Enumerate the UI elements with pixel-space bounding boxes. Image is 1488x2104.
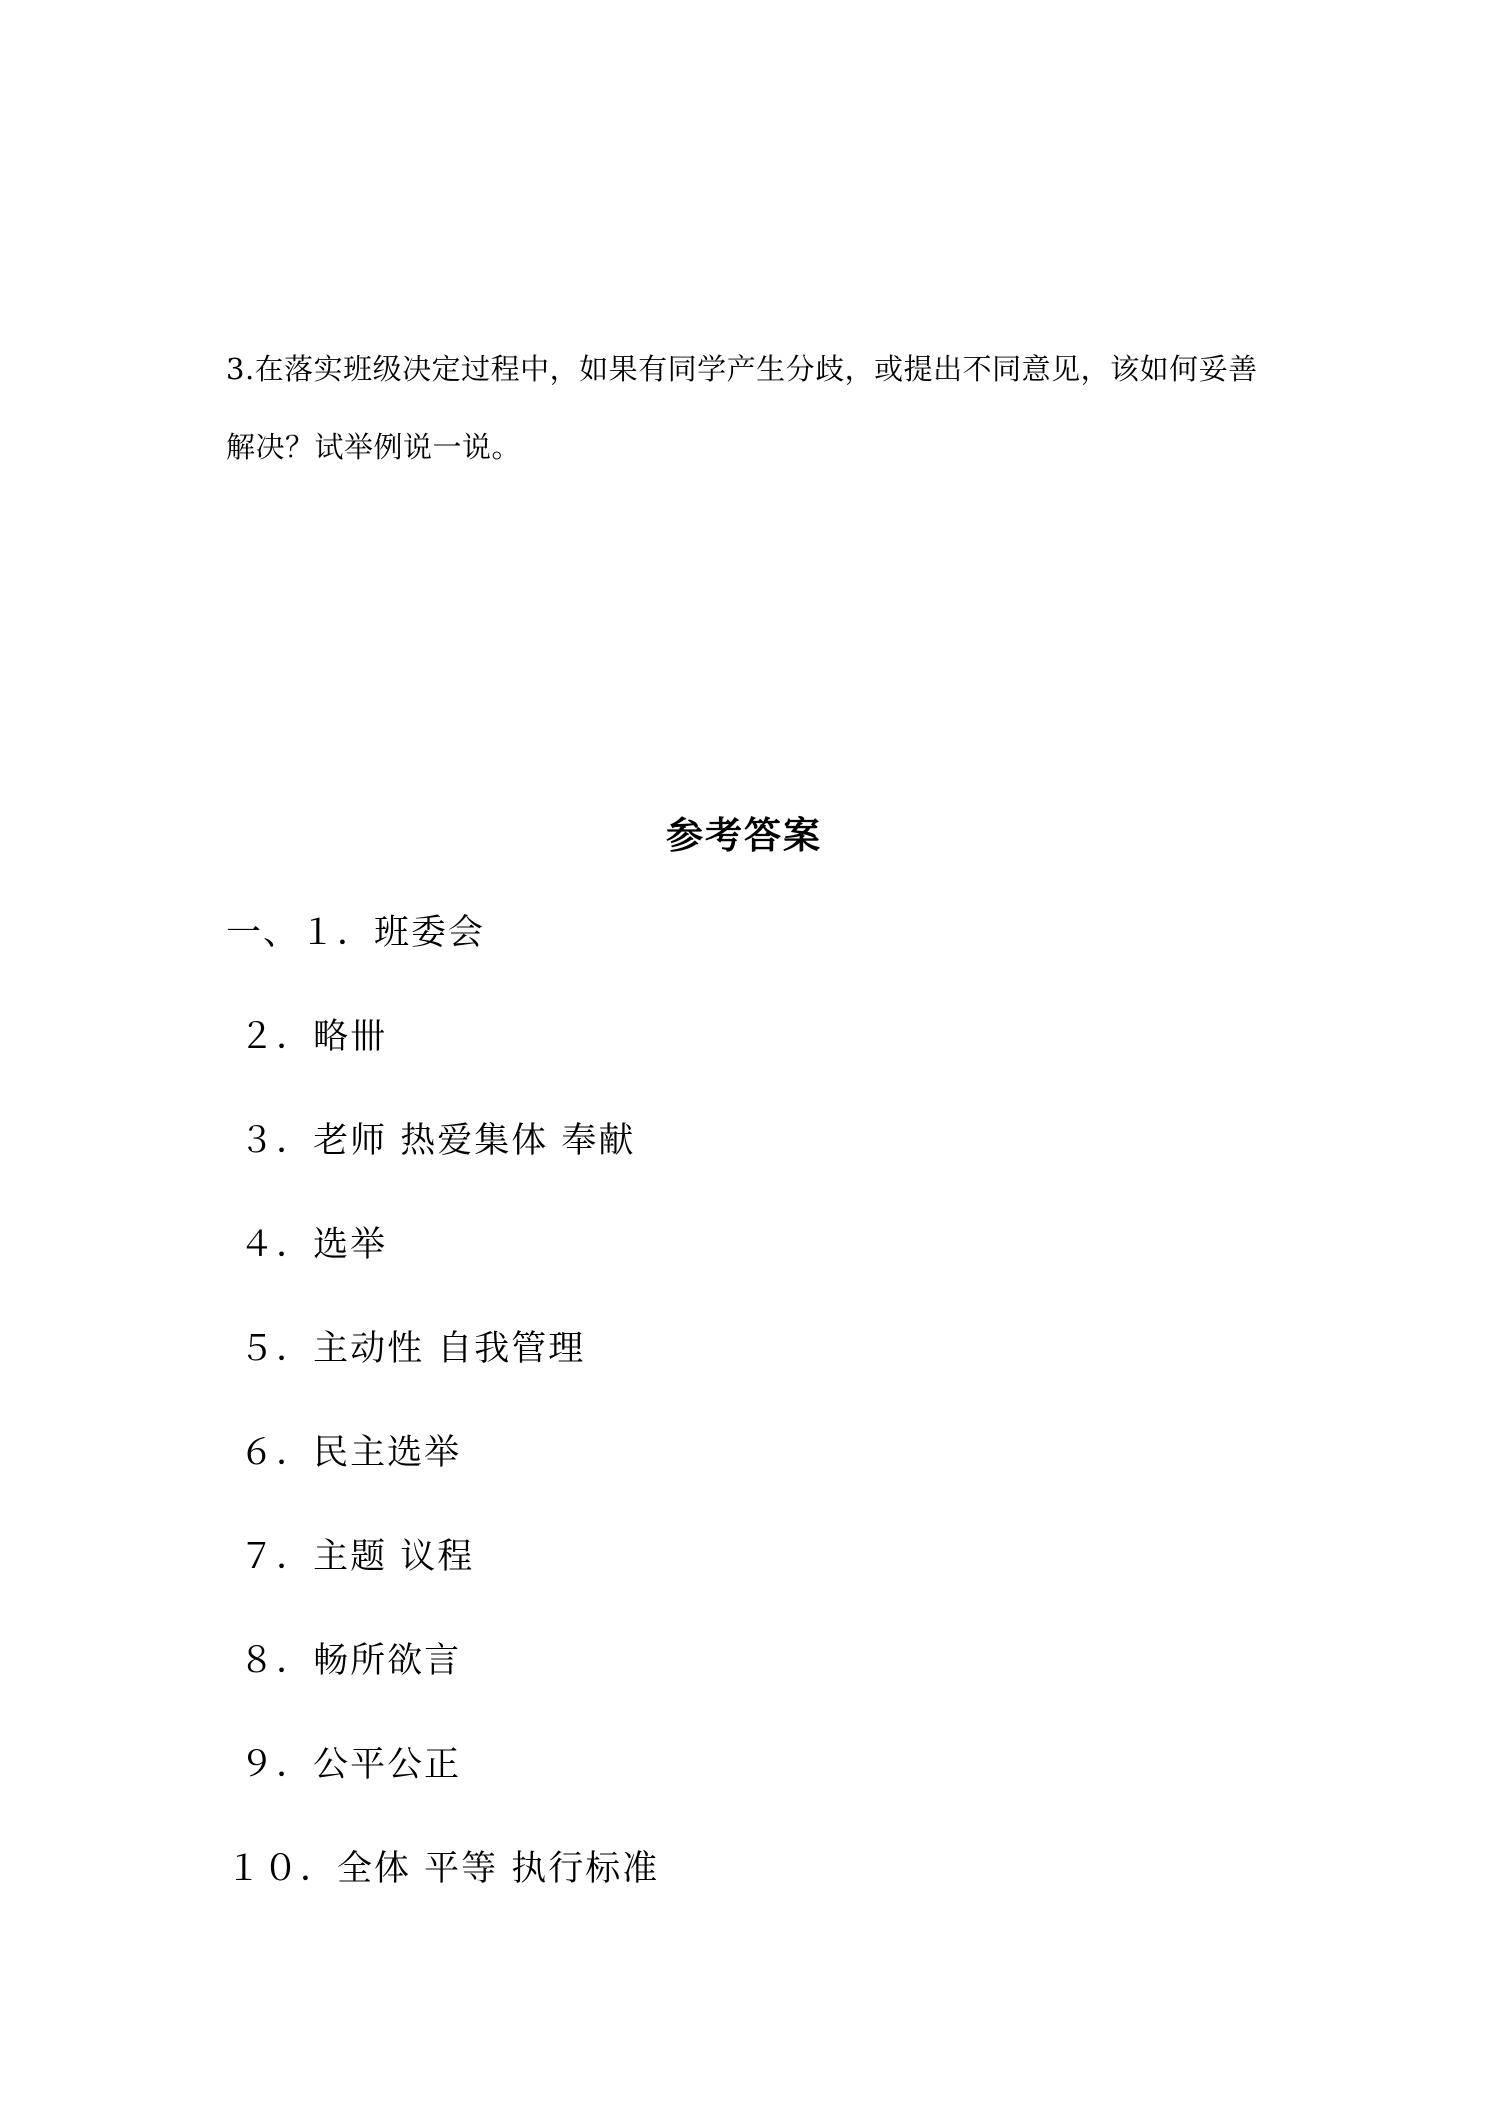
answer-item-5: ５．主动性 自我管理 (226, 1329, 586, 1369)
answer-section-title: 参考答案 (666, 813, 822, 857)
answer-item-8: ８．畅所欲言 (226, 1641, 462, 1681)
answer-item-7: ７．主题 议程 (226, 1537, 475, 1577)
answer-item-9: ９．公平公正 (226, 1745, 462, 1785)
question-line-1: 3.在落实班级决定过程中，如果有同学产生分歧，或提出不同意见，该如何妥善 (226, 352, 1258, 386)
answer-item-10: １０．全体 平等 执行标准 (226, 1849, 660, 1889)
question-3 (226, 330, 1286, 486)
answer-item-1: 一、１．班委会 (226, 913, 486, 953)
answer-item-3: ３．老师 热爱集体 奉献 (226, 1121, 636, 1161)
question-line-2: 解决？试举例说一说。 (226, 430, 522, 464)
answer-item-6: ６．民主选举 (226, 1433, 462, 1473)
answer-item-4: ４．选举 (226, 1225, 388, 1265)
answer-item-2: ２．略卌 (226, 1017, 388, 1057)
